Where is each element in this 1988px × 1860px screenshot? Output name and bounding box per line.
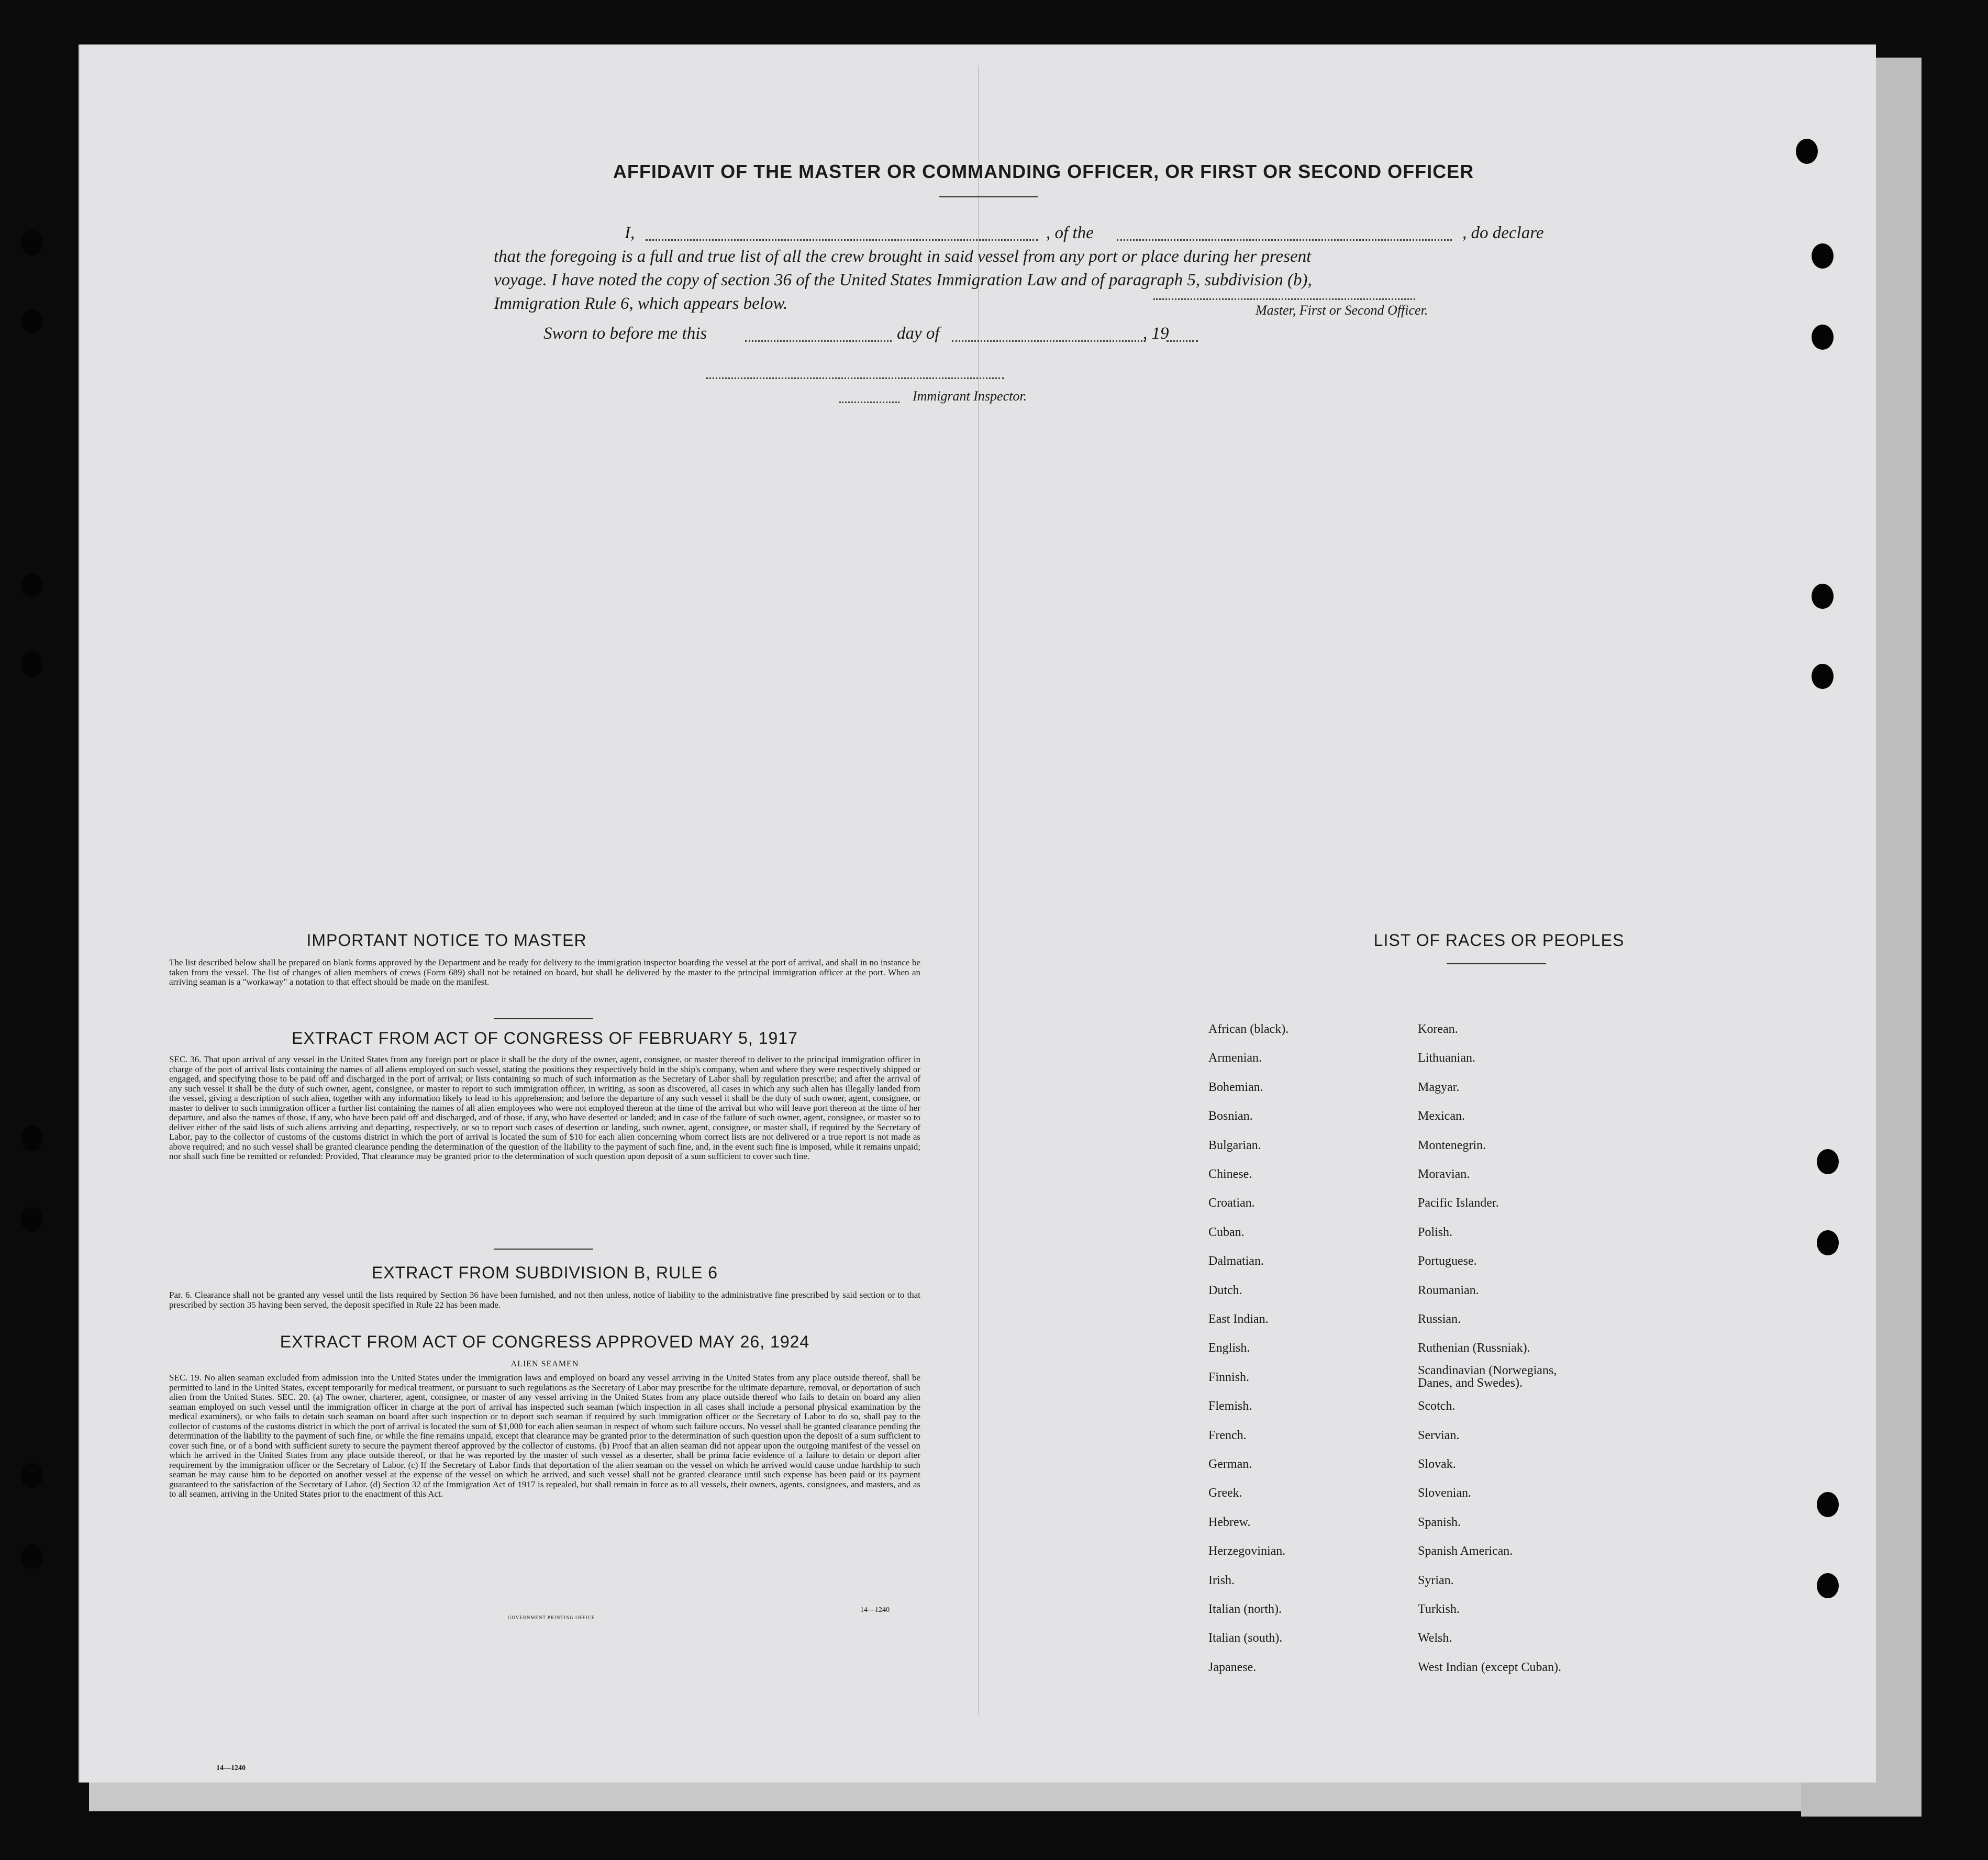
punch-hole	[21, 230, 43, 255]
year-blank[interactable]	[1167, 340, 1198, 342]
punch-hole	[1817, 1149, 1839, 1174]
master-label: Master, First or Second Officer.	[1256, 303, 1428, 318]
notice-body: The list described below shall be prepared on blank forms approved by the Department and be ready for delivery to the immigration inspector boarding the vessel at the port of arrival, and shall in no instance be taken from the vessel. The list of changes of alien members of crews (Form 689) shall not be retained on board, but shall be delivered by the master to the principal immigration officer at the port. When an arriving seaman is a "workaway" a notation to that effect should be made on the manifest.	[169, 957, 920, 987]
i-label: I,	[625, 224, 635, 242]
extract-1924-subtitle: ALIEN SEAMEN	[510, 1360, 579, 1368]
punch-hole	[21, 1463, 43, 1488]
day-blank[interactable]	[745, 340, 892, 342]
sworn-label: Sworn to before me this	[543, 324, 707, 343]
race-item: Dalmatian.	[1208, 1254, 1264, 1268]
race-item: Cuban.	[1208, 1225, 1245, 1239]
race-item: Dutch.	[1208, 1283, 1242, 1297]
race-item: French.	[1208, 1428, 1247, 1442]
extract-1924-body: SEC. 19. No alien seaman excluded from admission into the United States under the immigration laws and employed on board any vessel arriving in the United States from any place outside thereof, shall be permitted to land in the United States, except temporarily for medical treatment, or pursuant to such regulations as the Secretary of Labor may prescribe for the ultimate departure, removal, or deportation of such alien from the United States. SEC. 20. (a) The owner, charterer, agent, consignee, or master of any vessel arriving in the United States from any place outside thereof who fails to detain on board any alien seaman employed on such vessel until the immigration officer in charge at the port of arrival has inspected such seaman (which inspection in all cases shall include a personal physical examination by the medical examiners), or who fails to detain such seaman on board after such inspection or to deport such seaman if required by such immigration officer or the Secretary of Labor to do so, shall pay to the collector of customs of the customs district in which the port of arrival is located the sum of $1,000 for each alien seaman in respect of whom such failure occurs. No vessel shall be granted clearance pending the determination of the liability to the payment of such fine, or while the fine remains unpaid, except that clearance may be granted prior to the determination of such question upon the deposit of a sum sufficient to cover such fine, or of a bond with sufficient surety to secure the payment thereof approved by the collector of customs. (b) Proof that an alien seaman did not appear upon the outgoing manifest of the vessel on which he arrived in the United States from any place outside thereof, or that he was reported by the master of such vessel as a deserter, shall be prima facie evidence of a failure to detain or deport after requirement by the immigration officer or the Secretary of Labor. (c) If the Secretary of Labor finds that deportation of the alien seaman on the vessel on which he arrived would cause undue hardship to such seaman he may cause him to be deported on another vessel at the expense of the vessel on which he arrived, and such vessel shall not be granted clearance until such expense has been paid or its payment guaranteed to the satisfaction of the Secretary of Labor. (d) Section 32 of the Immigration Act of 1917 is repealed, but shall remain in force as to all vessels, their owners, agents, consignees, and masters, and as to all seamen, arriving in the United States prior to the enactment of this Act.	[169, 1373, 920, 1499]
extract-1924-title: EXTRACT FROM ACT OF CONGRESS APPROVED MAY 26, 1924	[280, 1332, 810, 1351]
punch-hole	[1817, 1230, 1839, 1255]
race-item: Italian (south).	[1208, 1631, 1283, 1645]
races-underline	[1447, 963, 1546, 964]
race-item: Slovak.	[1418, 1457, 1456, 1471]
race-item: Greek.	[1208, 1486, 1242, 1500]
race-item: Spanish.	[1418, 1515, 1461, 1529]
divider	[494, 1018, 593, 1019]
race-item: Korean.	[1418, 1022, 1458, 1036]
punch-hole	[21, 1544, 43, 1569]
affidavit-line-2: that the foregoing is a full and true list of all the crew brought in said vessel from any port or place during her present	[494, 247, 1312, 266]
race-item: Herzegovinian.	[1208, 1544, 1286, 1558]
footer-form-number: 14—1240	[216, 1764, 246, 1772]
inspector-blank[interactable]	[706, 377, 1004, 379]
race-item: English.	[1208, 1341, 1250, 1355]
race-item: Ruthenian (Russniak).	[1418, 1341, 1530, 1355]
race-item: Moravian.	[1418, 1167, 1470, 1181]
affidavit-line-3: voyage. I have noted the copy of section 36 of the United States Immigration Law and of paragraph 5, subdivision (b),	[494, 271, 1312, 289]
race-item: Japanese.	[1208, 1660, 1257, 1674]
race-item: Slovenian.	[1418, 1486, 1471, 1500]
signature-blank[interactable]	[1153, 298, 1415, 300]
race-item: Hebrew.	[1208, 1515, 1251, 1529]
race-item: Spanish American.	[1418, 1544, 1513, 1558]
race-item: African (black).	[1208, 1022, 1289, 1036]
month-blank[interactable]	[952, 340, 1146, 342]
punch-hole	[1812, 325, 1834, 350]
vessel-blank[interactable]	[1117, 239, 1452, 241]
race-item: Flemish.	[1208, 1399, 1252, 1413]
race-item: Finnish.	[1208, 1370, 1250, 1384]
punch-hole	[21, 1207, 43, 1232]
punch-hole	[1812, 243, 1834, 269]
center-fold	[978, 65, 979, 1714]
of-the-label: , of the	[1046, 224, 1094, 242]
name-blank[interactable]	[646, 239, 1038, 241]
race-item: Bohemian.	[1208, 1080, 1263, 1094]
race-item: Russian.	[1418, 1312, 1461, 1326]
inspector-lead-dots	[839, 402, 899, 403]
day-of-label: day of	[897, 324, 940, 343]
punch-hole	[1812, 664, 1834, 689]
race-item: Irish.	[1208, 1573, 1235, 1587]
race-item: Turkish.	[1418, 1602, 1460, 1616]
inspector-label: Immigrant Inspector.	[913, 388, 1027, 404]
document-page	[79, 44, 1876, 1783]
race-item: Armenian.	[1208, 1051, 1262, 1065]
notice-title: IMPORTANT NOTICE TO MASTER	[306, 931, 587, 950]
race-item: Servian.	[1418, 1428, 1460, 1442]
extract-1917-body: SEC. 36. That upon arrival of any vessel in the United States from any foreign port or place it shall be the duty of the owner, agent, consignee, or master thereof to deliver to the principal immigration officer in charge of the port of arrival lists containing the names of all aliens employed on such vessel, stating the positions they respectively hold in the ship's company, when and where they were respectively shipped or engaged, and specifying those to be paid off and discharged in the port of arrival; or lists containing so much of such information as the Secretary of Labor shall by regulation prescribe; and after the arrival of any such vessel it shall be the duty of such owner, agent, consignee, or master to report to such immigration officer, in writing, as soon as discovered, all cases in which any such alien has illegally landed from the vessel, giving a description of such alien, together with any information likely to lead to his apprehension; and before the departure of any such vessel it shall be the duty of such owner, agent, consignee, or master to deliver to such immigration officer a further list containing the names of all alien employees who were not employed thereon at the time of the arrival but who will leave port thereon at the time of her departure, and also the names of those, if any, who have been paid off and discharged, and of those, if any, who have deserted or landed; and in case of the failure of such owner, agent, consignee, or master so to deliver either of the said lists of such aliens arriving and departing, respectively, or so to report such cases of desertion or landing, such owner, agent, consignee, or master shall, if required by the Secretary of Labor, pay to the collector of customs of the customs district in which the port of arrival is located the sum of $10 for each alien concerning whom correct lists are not delivered or a true report is not made as above required; and no such vessel shall be granted clearance pending the determination of the question of the liability to the payment of such fine, and, in the event such fine is imposed, while it remains unpaid; nor shall such fine be remitted or refunded: Provided, That clearance may be granted prior to the determination of such question upon deposit of a sum sufficient to cover such fine.	[169, 1054, 920, 1161]
race-item: Italian (north).	[1208, 1602, 1282, 1616]
extract-rule6-title: EXTRACT FROM SUBDIVISION B, RULE 6	[371, 1263, 718, 1282]
race-item: West Indian (except Cuban).	[1418, 1660, 1561, 1674]
printer-imprint: GOVERNMENT PRINTING OFFICE	[507, 1615, 595, 1620]
affidavit-title: AFFIDAVIT OF THE MASTER OR COMMANDING OFFICER, OR FIRST OR SECOND OFFICER	[613, 161, 1474, 182]
extract-1917-title: EXTRACT FROM ACT OF CONGRESS OF FEBRUARY 5, 1917	[292, 1029, 798, 1048]
punch-hole	[21, 1126, 43, 1151]
race-item: Bulgarian.	[1208, 1138, 1261, 1152]
race-item: Syrian.	[1418, 1573, 1454, 1587]
race-item: Roumanian.	[1418, 1283, 1479, 1297]
divider	[494, 1249, 593, 1250]
affidavit-line-4: Immigration Rule 6, which appears below.	[494, 294, 788, 313]
race-item: Scotch.	[1418, 1399, 1456, 1413]
punch-hole	[1817, 1573, 1839, 1598]
races-title: LIST OF RACES OR PEOPLES	[1373, 931, 1625, 950]
race-item: Croatian.	[1208, 1196, 1255, 1210]
punch-hole	[1796, 139, 1818, 164]
extract-rule6-body: Par. 6. Clearance shall not be granted any vessel until the lists required by Section 36 have been furnished, and not then unless, notice of liability to the administrative fine prescribed by said section or to that prescribed by section 35 having been served, the deposit specified in Rule 22 has been made.	[169, 1290, 920, 1310]
year-label: , 19	[1143, 324, 1169, 343]
race-item: Mexican.	[1418, 1109, 1465, 1123]
race-item: Portuguese.	[1418, 1254, 1477, 1268]
race-item: Lithuanian.	[1418, 1051, 1475, 1065]
race-item: Scandinavian (Norwegians, Danes, and Swedes).	[1418, 1363, 1557, 1390]
punch-hole	[1817, 1492, 1839, 1517]
race-item: East Indian.	[1208, 1312, 1269, 1326]
race-item: Chinese.	[1208, 1167, 1252, 1181]
punch-hole	[21, 652, 43, 677]
race-item: Polish.	[1418, 1225, 1453, 1239]
race-item: Magyar.	[1418, 1080, 1460, 1094]
punch-hole	[21, 309, 43, 334]
title-underline	[939, 196, 1038, 197]
race-item: Bosnian.	[1208, 1109, 1253, 1123]
race-item: Montenegrin.	[1418, 1138, 1486, 1152]
race-item: Pacific Islander.	[1418, 1196, 1499, 1210]
form-number: 14—1240	[860, 1606, 890, 1614]
race-item: German.	[1208, 1457, 1252, 1471]
punch-hole	[1812, 584, 1834, 609]
do-declare-label: , do declare	[1462, 224, 1544, 242]
race-item: Welsh.	[1418, 1631, 1452, 1645]
punch-hole	[21, 573, 43, 598]
